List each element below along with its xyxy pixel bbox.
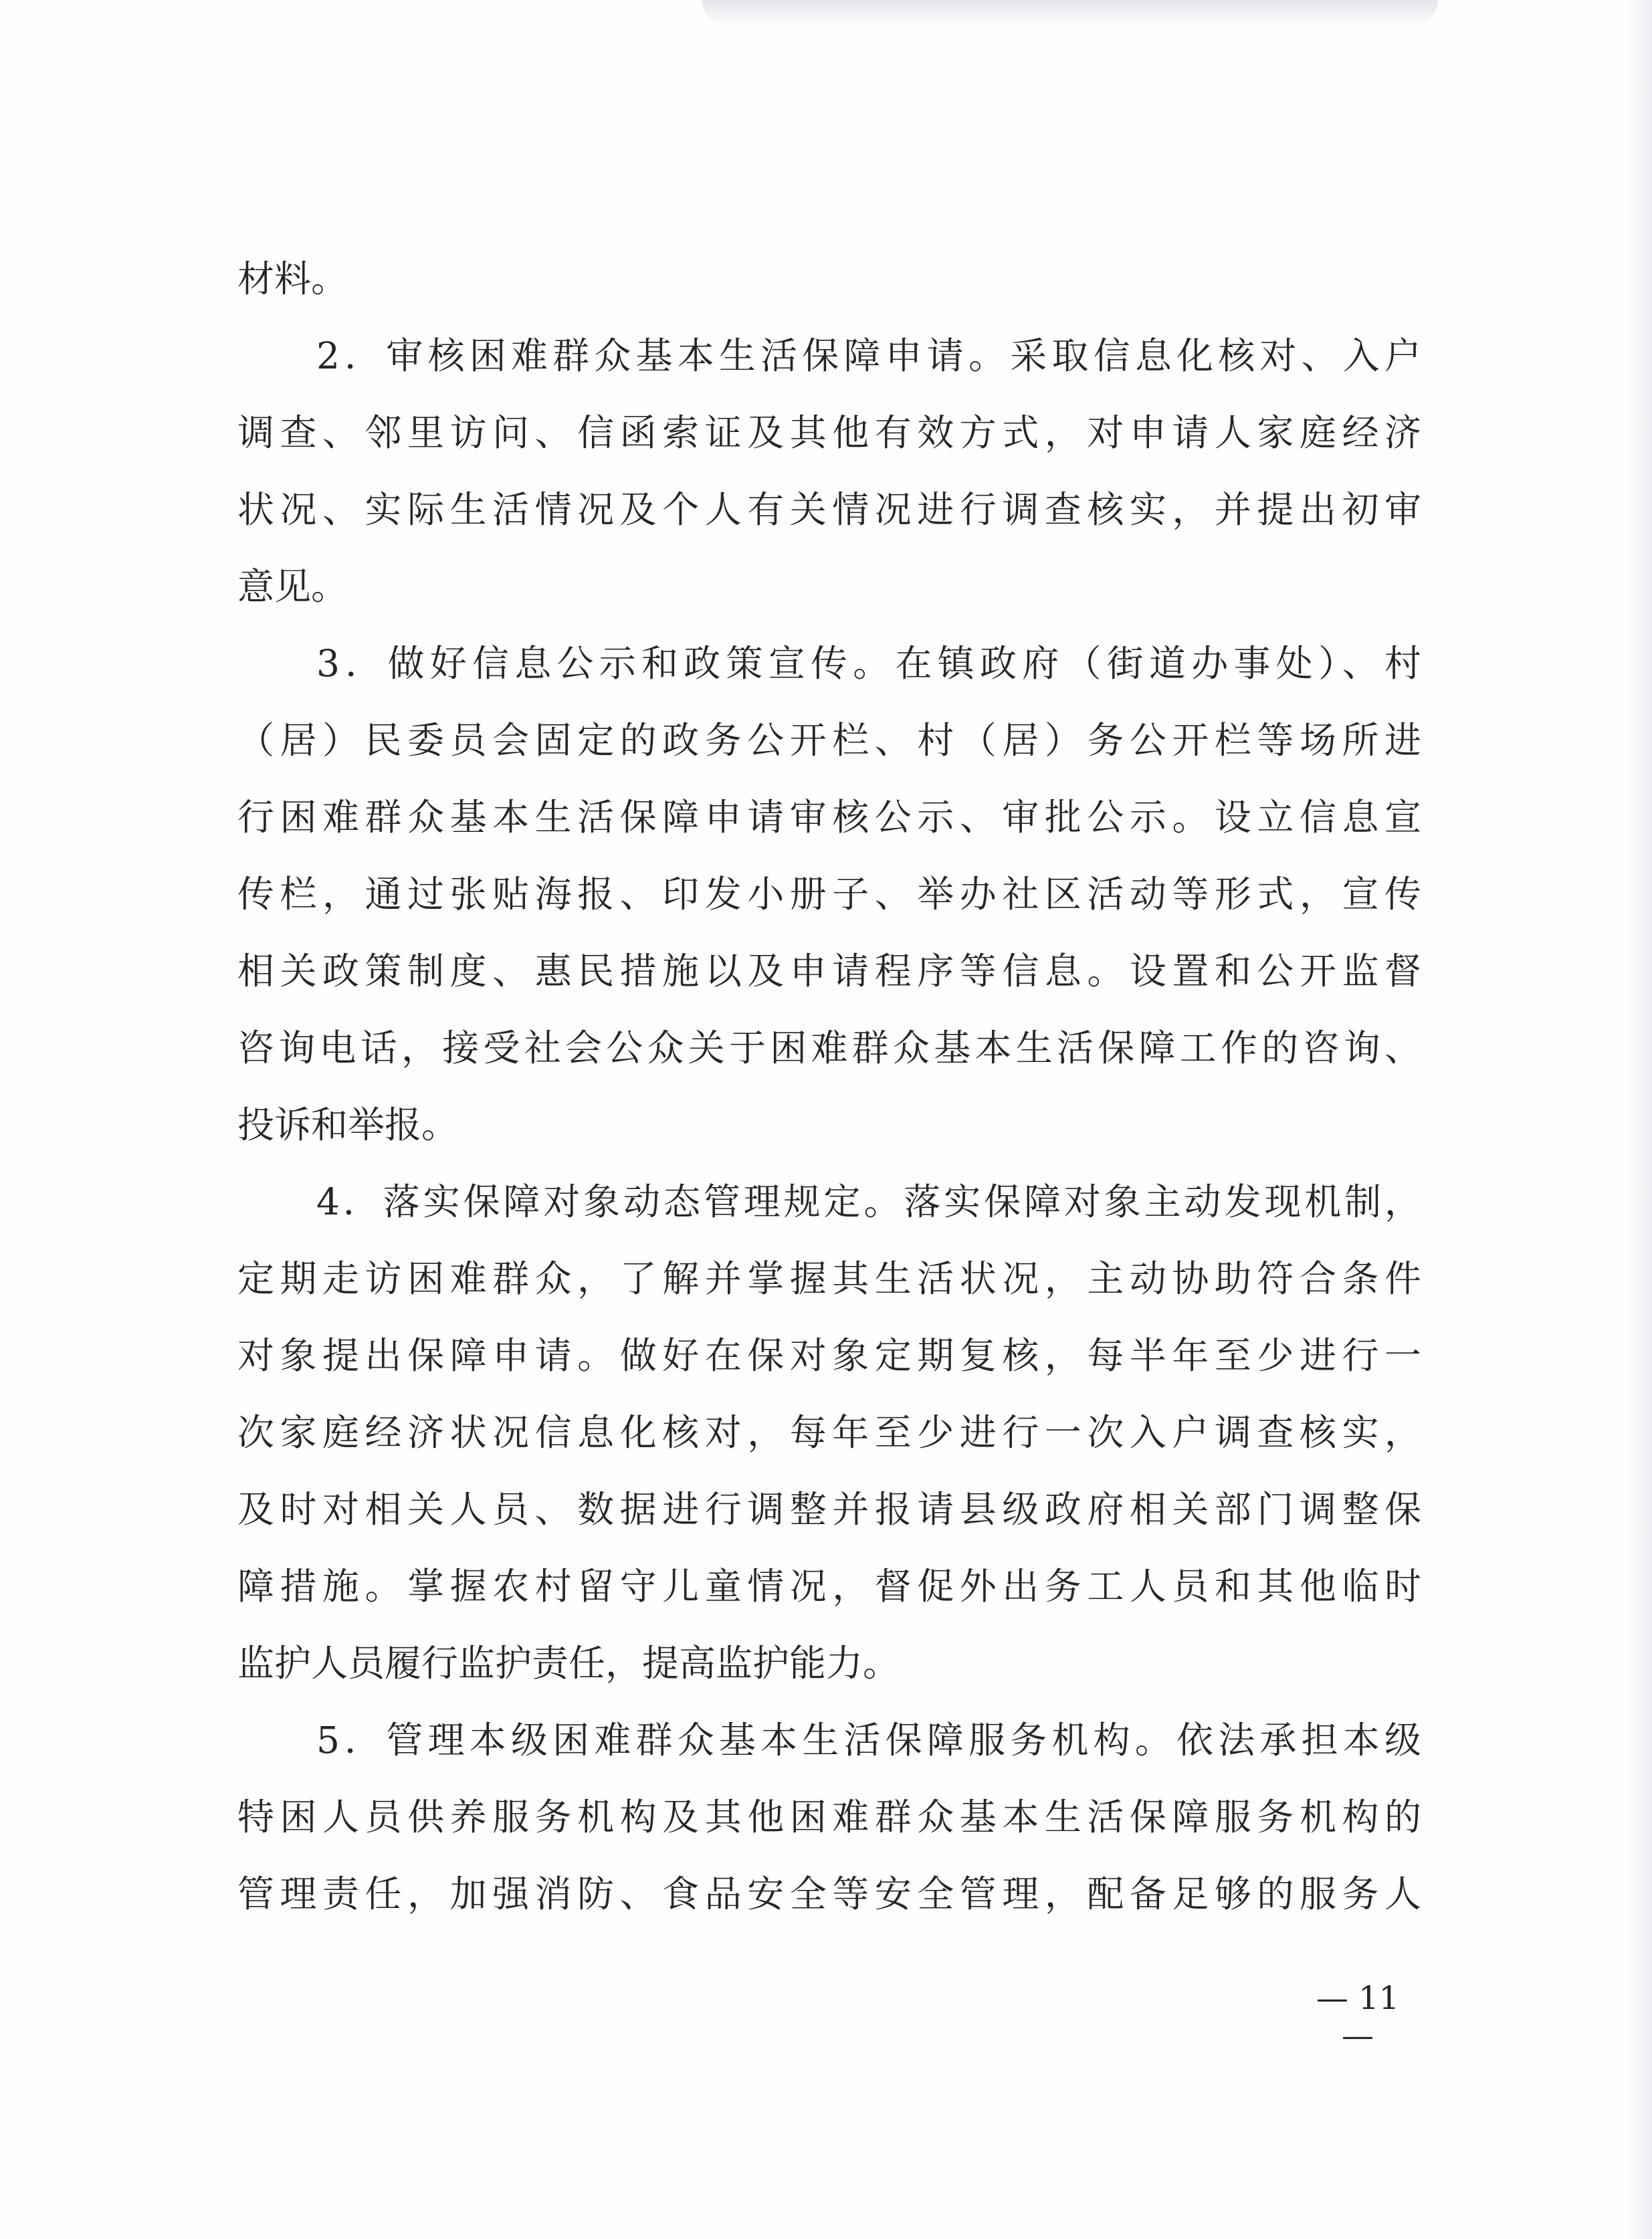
text-line: 咨询电话，接受社会公众关于困难群众基本生活保障工作的咨询、 (237, 1027, 1421, 1069)
text-line: 投诉和举报。 (237, 1103, 459, 1146)
text-line: 次家庭经济状况信息化核对，每年至少进行一次入户调查核实， (237, 1411, 1421, 1454)
text-line: 管理责任，加强消防、食品安全等安全管理，配备足够的服务人 (237, 1873, 1421, 1915)
text-line: 3．做好信息公示和政策宣传。在镇政府（街道办事处）、村 (316, 642, 1421, 685)
text-line: 监护人员履行监护责任，提高监护能力。 (237, 1642, 900, 1685)
scan-shadow-top (702, 0, 1438, 27)
text-line: 特困人员供养服务机构及其他困难群众基本生活保障服务机构的 (237, 1796, 1421, 1838)
text-line: 对象提出保障申请。做好在保对象定期复核，每半年至少进行一 (237, 1334, 1421, 1377)
text-line: 状况、实际生活情况及个人有关情况进行调查核实，并提出初审 (237, 488, 1421, 531)
text-line: 5．管理本级困难群众基本生活保障服务机构。依法承担本级 (316, 1719, 1421, 1762)
text-line: 调查、邻里访问、信函索证及其他有效方式，对申请人家庭经济 (237, 411, 1421, 454)
text-line: 材料。 (237, 257, 348, 300)
text-line: 2．审核困难群众基本生活保障申请。采取信息化核对、入户 (316, 334, 1421, 377)
scan-shadow-right (1625, 0, 1652, 2239)
text-line: 传栏，通过张贴海报、印发小册子、举办社区活动等形式，宣传 (237, 873, 1421, 916)
text-line: 相关政策制度、惠民措施以及申请程序等信息。设置和公开监督 (237, 950, 1421, 992)
document-body (237, 241, 1421, 1933)
text-line: 意见。 (237, 565, 348, 608)
text-line: 及时对相关人员、数据进行调整并报请县级政府相关部门调整保 (237, 1488, 1421, 1531)
text-line: 定期走访困难群众，了解并掌握其生活状况，主动协助符合条件 (237, 1257, 1421, 1300)
text-line: 障措施。掌握农村留守儿童情况，督促外出务工人员和其他临时 (237, 1565, 1421, 1608)
page-number: — 11 — (1316, 1980, 1400, 2054)
text-line: 4．落实保障对象动态管理规定。落实保障对象主动发现机制， (316, 1180, 1421, 1223)
text-line: （居）民委员会固定的政务公开栏、村（居）务公开栏等场所进 (237, 719, 1421, 762)
text-line: 行困难群众基本生活保障申请审核公示、审批公示。设立信息宣 (237, 796, 1421, 839)
